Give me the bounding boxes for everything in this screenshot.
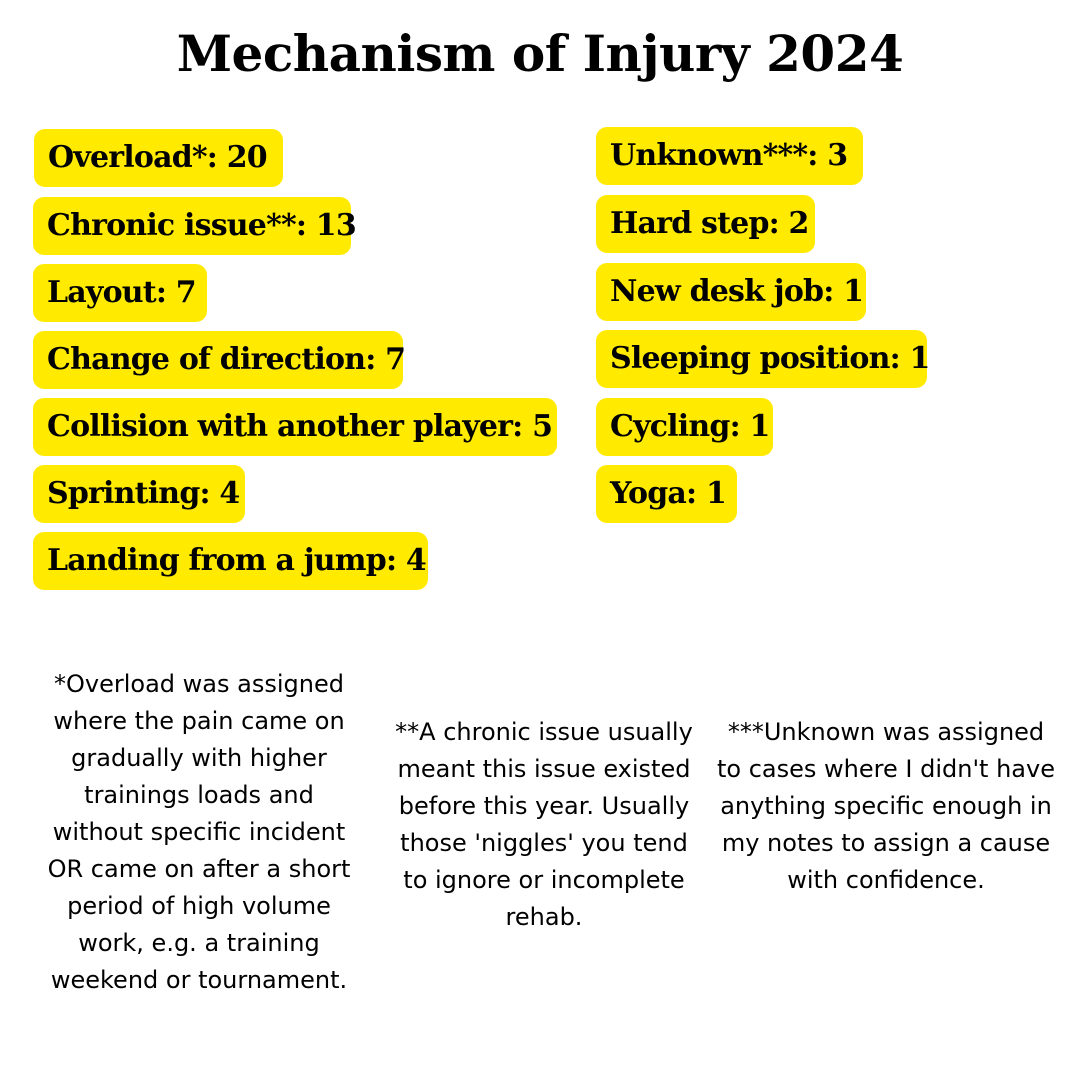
mechanism-label: Change of direction (47, 342, 366, 377)
mechanism-label: New desk job (610, 274, 824, 309)
mechanism-label: Overload* (48, 140, 207, 175)
mechanism-label: Yoga (610, 476, 687, 511)
mechanism-item-unknown: Unknown***: 3 (596, 127, 863, 185)
mechanism-item-landing: Landing from a jump: 4 (33, 532, 428, 590)
mechanism-count: 1 (843, 274, 864, 309)
mechanism-count: 7 (175, 275, 196, 310)
mechanism-count: 4 (219, 476, 240, 511)
mechanism-count: 20 (226, 140, 267, 175)
mechanism-count: 4 (405, 543, 426, 578)
mechanism-count: 1 (705, 476, 727, 511)
mechanism-label: Sleeping position (610, 341, 890, 376)
mechanism-item-chronic-issue: Chronic issue**: 13 (33, 197, 351, 255)
mechanism-item-sprinting: Sprinting: 4 (33, 465, 245, 523)
mechanism-label: Unknown*** (610, 138, 808, 173)
mechanism-item-collision: Collision with another player: 5 (33, 398, 557, 456)
mechanism-label: Collision with another player (47, 409, 513, 444)
mechanism-count: 1 (909, 341, 930, 376)
mechanism-item-new-desk-job: New desk job: 1 (596, 263, 866, 321)
mechanism-count: 3 (827, 138, 848, 173)
overload-footnote: *Overload was assigned where the pain came on gradually with higher trainings loads and without specific incident OR came on after a short period of high volume work, e.g. a training weekend or tournament. (47, 670, 351, 994)
mechanism-label: Chronic issue** (47, 208, 296, 243)
mechanism-count: 13 (315, 208, 356, 243)
mechanism-item-change-of-direction: Change of direction: 7 (33, 331, 403, 389)
mechanism-item-cycling: Cycling: 1 (596, 398, 773, 456)
unknown-footnote: ***Unknown was assigned to cases where I didn't have anything specific enough in my notes to assign a cause with confidence. (717, 718, 1055, 894)
mechanism-item-sleeping-position: Sleeping position: 1 (596, 330, 927, 388)
mechanism-label: Landing from a jump (47, 543, 386, 578)
mechanism-item-layout: Layout: 7 (33, 264, 207, 322)
mechanism-label: Cycling (610, 409, 730, 444)
mechanism-count: 7 (385, 342, 406, 377)
mechanism-label: Layout (47, 275, 156, 310)
mechanism-item-yoga: Yoga: 1 (596, 465, 737, 523)
chronic-footnote: **A chronic issue usually meant this issue existed before this year. Usually those 'niggles' you tend to ignore or incomplete rehab. (395, 718, 693, 931)
mechanism-item-overload: Overload*: 20 (34, 129, 283, 187)
mechanism-count: 5 (532, 409, 553, 444)
mechanism-label: Hard step (610, 206, 769, 241)
mechanism-count: 1 (749, 409, 770, 444)
mechanism-item-hard-step: Hard step: 2 (596, 195, 815, 253)
mechanism-count: 2 (788, 206, 809, 241)
page-title: Mechanism of Injury 2024 (176, 24, 904, 83)
mechanism-label: Sprinting (47, 476, 200, 511)
